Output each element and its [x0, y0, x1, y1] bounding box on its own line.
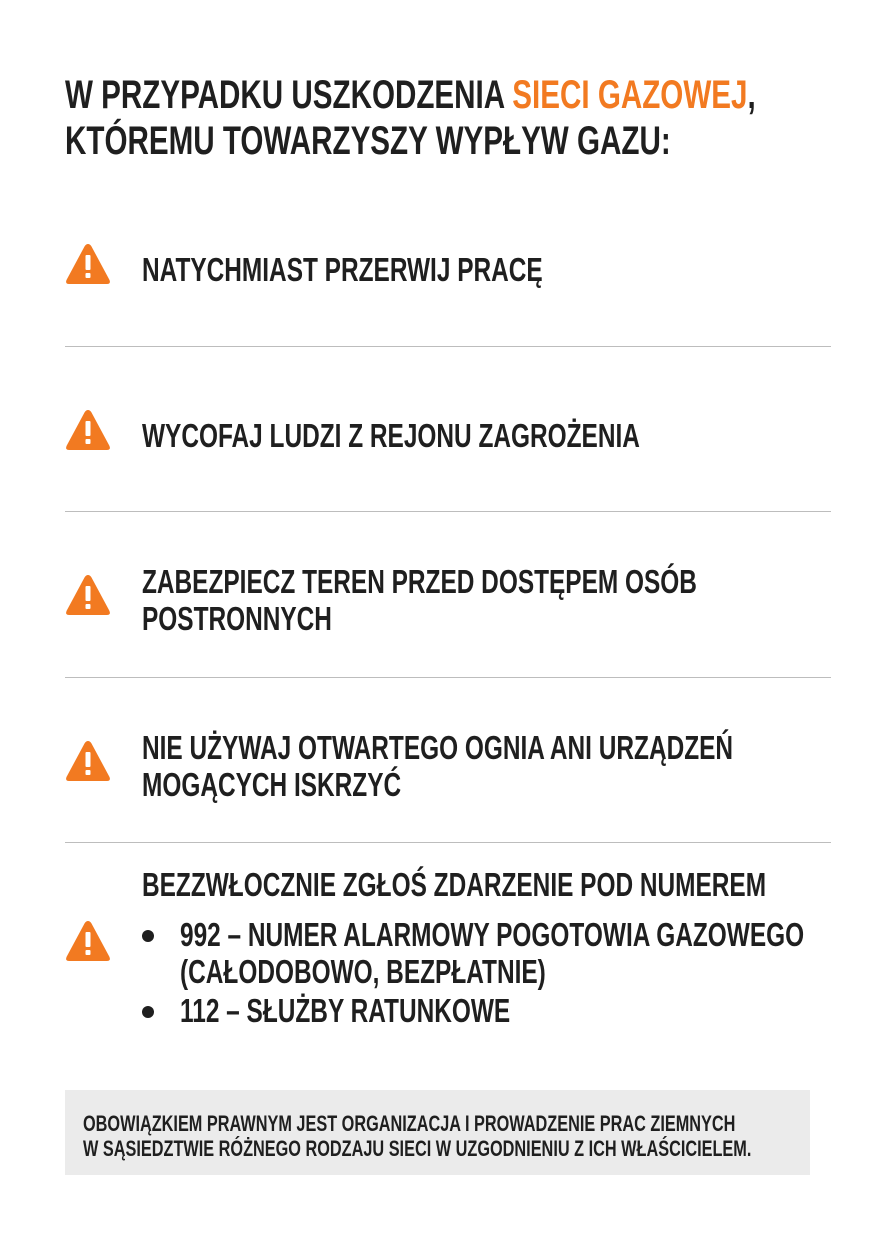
divider: [65, 511, 831, 512]
title-line-2: KTÓREMU TOWARZYSZY WYPŁYW GAZU:: [65, 119, 671, 163]
phone-number-emergency: 112 – SŁUŻBY RATUNKOWE: [180, 992, 511, 1029]
divider: [65, 842, 831, 843]
legal-note-box: [65, 1090, 810, 1175]
bullet-dot: [142, 1006, 154, 1018]
title-prefix: W PRZYPADKU USZKODZENIA: [65, 73, 513, 117]
title-line-1: [65, 72, 756, 118]
title-suffix: ,: [747, 73, 756, 117]
bullet-line: (CAŁODOBOWO, BEZPŁATNIE): [180, 953, 546, 990]
instruction-line: ZABEZPIECZ TEREN PRZED DOSTĘPEM OSÓB: [142, 563, 697, 600]
instruction-line: WYCOFAJ LUDZI Z REJONU ZAGROŻENIA: [142, 417, 640, 454]
warning-triangle-icon: [65, 408, 111, 452]
legal-note-line: OBOWIĄZKIEM PRAWNYM JEST ORGANIZACJA I PROWADZENIE PRAC ZIEMNYCH: [83, 1111, 736, 1136]
warning-triangle-icon: [65, 242, 111, 286]
bullet-dot: [142, 930, 154, 942]
instruction-text: [142, 729, 733, 803]
instruction-line: NIE UŻYWAJ OTWARTEGO OGNIA ANI URZĄDZEŃ: [142, 729, 734, 766]
legal-note-line: W SĄSIEDZTWIE RÓŻNEGO RODZAJU SIECI W UZGODNIENIU Z ICH WŁAŚCICIELEM.: [83, 1136, 752, 1161]
divider: [65, 346, 831, 347]
instruction-text: [142, 563, 697, 637]
instruction-line: NATYCHMIAST PRZERWIJ PRACĘ: [142, 251, 543, 288]
divider: [65, 677, 831, 678]
title-accent: SIECI GAZOWEJ: [512, 73, 748, 117]
legal-note-text: [83, 1111, 751, 1161]
instruction-line: MOGĄCYCH ISKRZYĆ: [142, 766, 402, 803]
bullet-text: [180, 916, 804, 990]
warning-triangle-icon: [65, 739, 111, 783]
warning-triangle-icon: [65, 573, 111, 617]
page-title: [65, 72, 756, 164]
bullet-text: [180, 992, 510, 1029]
instruction-text: [142, 251, 543, 288]
instruction-line: POSTRONNYCH: [142, 600, 332, 637]
instruction-text: [142, 417, 640, 454]
report-intro: BEZZWŁOCZNIE ZGŁOŚ ZDARZENIE POD NUMEREM: [142, 866, 767, 903]
phone-number-gas: 992 – NUMER ALARMOWY POGOTOWIA GAZOWEGO: [180, 916, 805, 953]
warning-triangle-icon: [65, 919, 111, 963]
